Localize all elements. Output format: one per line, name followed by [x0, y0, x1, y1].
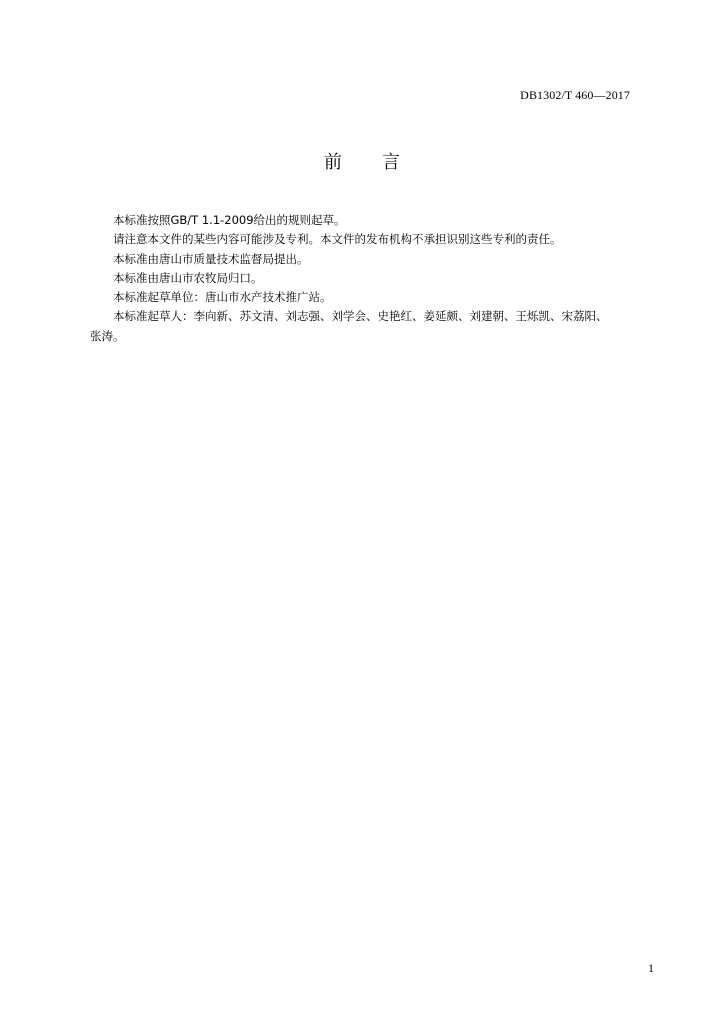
page-title: 前言: [324, 152, 440, 173]
preface-body: [90, 211, 650, 346]
paragraph-drafting-unit: 本标准起草单位：唐山市水产技术推广站。: [113, 290, 332, 305]
paragraph-proposed-by: 本标准由唐山市质量技术监督局提出。: [113, 251, 309, 266]
paragraph-drafting-rules: 本标准按照GB/T 1.1-2009给出的规则起草。: [113, 213, 346, 227]
page-number: 1: [648, 961, 654, 975]
document-code: DB1302/T 460—2017: [520, 88, 630, 102]
paragraph-drafters-continued: 张涛。: [90, 328, 125, 343]
paragraph-administered-by: 本标准由唐山市农牧局归口。: [113, 270, 263, 285]
paragraph-drafters: 本标准起草人：李向新、苏文清、刘志强、刘学会、史艳红、姜延颇、刘建朝、王烁凯、宋荔阳、: [113, 309, 608, 324]
paragraph-patent-notice: 请注意本文件的某些内容可能涉及专利。本文件的发布机构不承担识别这些专利的责任。: [113, 232, 562, 247]
